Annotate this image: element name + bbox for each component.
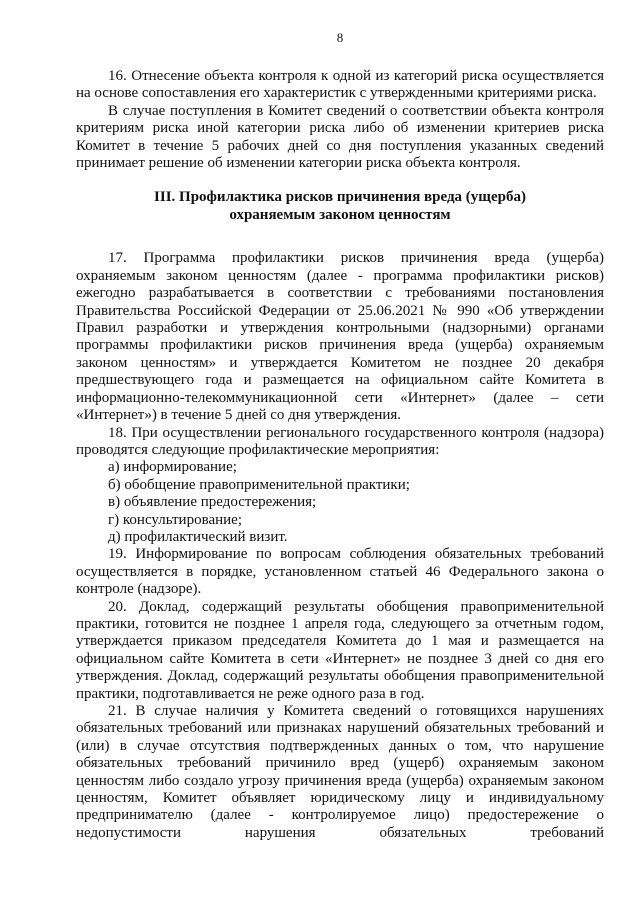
list-item-g: г) консультирование; xyxy=(108,511,243,528)
paragraph-16: 16. Отнесение объекта контроля к одной из категорий риска осуществляется на основе сопоставления его характеристик с утвержденными критериями риска. xyxy=(76,68,604,102)
list-item-b: б) обобщение правоприменительной практики; xyxy=(108,476,410,493)
list-item-v: в) объявление предостережения; xyxy=(108,494,317,511)
paragraph-18: 18. При осуществлении регионального государственного контроля (надзора) проводятся следующие профилактические мероприятия: xyxy=(76,424,604,458)
section-heading xyxy=(76,188,604,224)
list-item-a: а) информирование; xyxy=(108,459,237,476)
paragraph-20: 20. Доклад, содержащий результаты обобщения правоприменительной практики, готовится не позднее 1 апреля года, следующего за отчетным годом, утверждается приказом председателя Комитета до 1 мая и размещается на официальном сайте Комитета в сети «Интернет» не позднее 3 дней со дня его утверждения. Доклад, содержащий результаты обобщения правоприменительной практики, подготавливается не реже одного раза в год. xyxy=(76,598,604,702)
paragraph-16-risk-change: В случае поступления в Комитет сведений о соответствии объекта контроля критериям риска иной категории риска либо об изменении критериев риска Комитет в течение 5 рабочих дней со дня поступления указанных сведений принимает решение об изменении категории риска объекта контроля. xyxy=(76,102,604,172)
list-item-d: д) профилактический визит. xyxy=(108,528,288,545)
section-heading-line2: охраняемым законом ценностям xyxy=(229,207,451,224)
paragraph-21: 21. В случае наличия у Комитета сведений о готовящихся нарушениях обязательных требований или признаках нарушений обязательных требований и (или) в случае отсутствия подтвержденных данных о том, что нарушение обязательных требований причинило вред (ущерб) охраняемым законом ценностям либо создало угрозу причинения вреда (ущерба) охраняемым законом ценностям, Комитет объявляет юридическому лицу и индивидуальному предпринимателю (далее - контролируемое лицо) предостережение о недопустимости нарушения обязательных требований xyxy=(76,703,604,841)
page-number: 8 xyxy=(336,30,344,45)
section-heading-line1: III. Профилактика рисков причинения вреда (ущерба) xyxy=(154,189,526,206)
paragraph-17: 17. Программа профилактики рисков причинения вреда (ущерба) охраняемым законом ценностям (далее - программа профилактики рисков) ежегодно разрабатывается в соответствии с требованиями постановления Правительства Российской Федерации от 25.06.2021 № 990 «Об утверждении Правил разработки и утверждения контрольными (надзорными) органами программы профилактики рисков причинения вреда (ущерба) охраняемым законом ценностям» и утверждается Комитетом не позднее 20 декабря предшествующего года и размещается на официальном сайте Комитета в информационно-телекоммуникационной сети «Интернет» (далее – сети «Интернет») в течение 5 дней со дня утверждения. xyxy=(76,250,604,424)
paragraph-19: 19. Информирование по вопросам соблюдения обязательных требований осуществляется в порядке, установленном статьей 46 Федерального закона о контроле (надзоре). xyxy=(76,546,604,598)
